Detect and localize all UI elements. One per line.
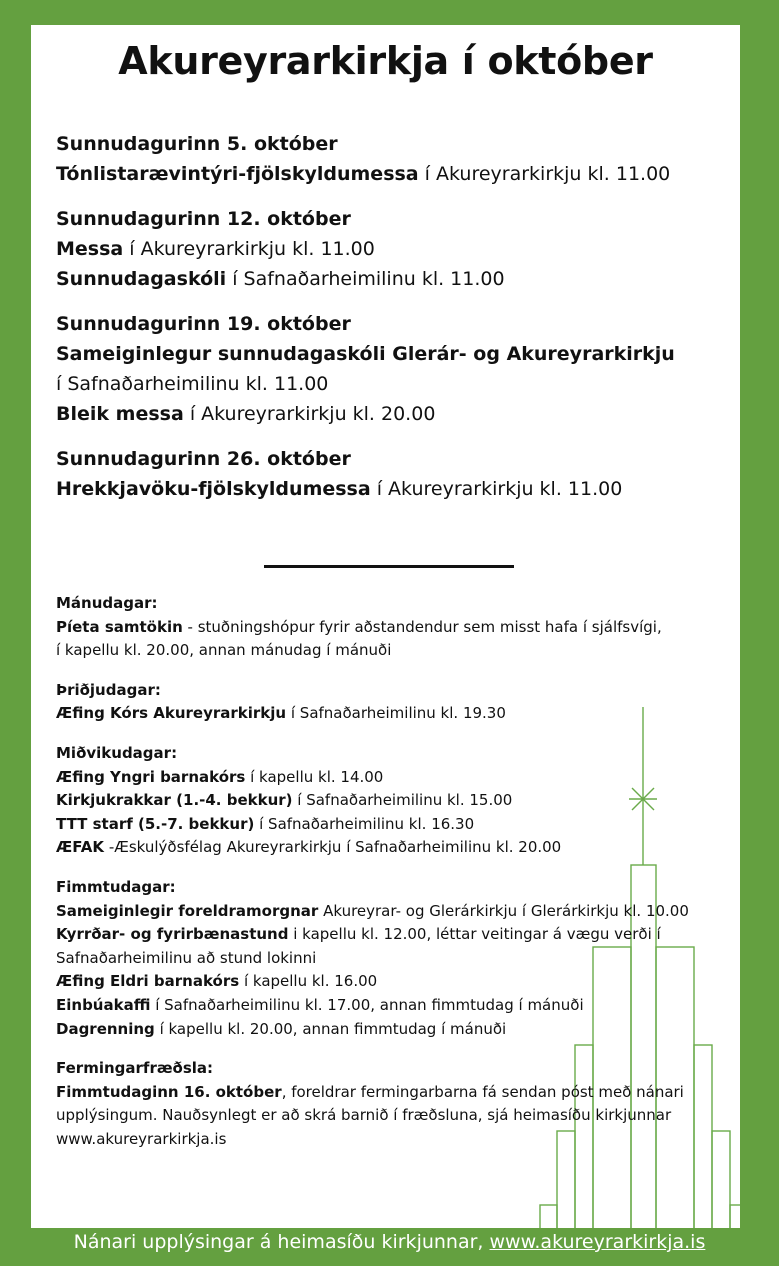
event-name: Sameiginlegur sunnudagaskóli Glerár- og Akureyrarkirkju bbox=[56, 343, 675, 365]
event-details: í Akureyrarkirkju kl. 11.00 bbox=[370, 478, 623, 500]
page-title: Akureyrarkirkja í október bbox=[118, 39, 653, 83]
weekday-heading: Fermingarfræðsla: bbox=[56, 1059, 214, 1078]
divider bbox=[264, 565, 514, 568]
schedule-line bbox=[56, 813, 726, 837]
activity-details: Akureyrar- og Glerárkirkju í Glerárkirkju kl. 10.00 bbox=[318, 901, 689, 920]
weekly-schedule bbox=[56, 592, 726, 1167]
event-details: í Akureyrarkirkju kl. 11.00 bbox=[123, 238, 375, 260]
activity-details: í Safnaðarheimilinu kl. 15.00 bbox=[292, 791, 513, 810]
weekday-section bbox=[56, 742, 726, 860]
sunday-block bbox=[56, 204, 726, 294]
activity-details: www.akureyrarkirkja.is bbox=[56, 1129, 227, 1148]
weekday-section bbox=[56, 876, 726, 1041]
schedule-line bbox=[56, 789, 726, 813]
schedule-line bbox=[56, 1018, 726, 1042]
weekday-heading: Mánudagar: bbox=[56, 594, 158, 612]
sunday-block bbox=[56, 309, 726, 429]
event-line bbox=[56, 339, 726, 369]
activity-details: - stuðningshópur fyrir aðstandendur sem misst hafa í sjálfsvígi, bbox=[182, 617, 662, 636]
activity-details: í kapellu kl. 14.00 bbox=[245, 767, 384, 786]
schedule-line bbox=[56, 970, 726, 994]
weekday-section bbox=[56, 679, 726, 726]
sunday-date: Sunnudagurinn 12. október bbox=[56, 208, 351, 230]
activity-name: ÆFAK bbox=[56, 838, 105, 857]
schedule-line bbox=[56, 1128, 726, 1152]
schedule-line bbox=[56, 1104, 726, 1128]
sunday-block bbox=[56, 129, 726, 189]
activity-name: Píeta samtökin bbox=[56, 617, 183, 636]
event-details: í Safnaðarheimilinu kl. 11.00 bbox=[56, 373, 329, 395]
footer bbox=[0, 1228, 779, 1256]
activity-name: Kyrrðar- og fyrirbænastund bbox=[56, 925, 289, 944]
activity-details: í Safnaðarheimilinu kl. 17.00, annan fimmtudag í mánuði bbox=[150, 995, 584, 1014]
event-details: í Akureyrarkirkju kl. 20.00 bbox=[183, 403, 436, 425]
schedule-line bbox=[56, 639, 726, 663]
activity-name: Fimmtudaginn 16. október bbox=[56, 1082, 282, 1101]
event-line bbox=[56, 474, 726, 504]
weekday-heading: Miðvikudagar: bbox=[56, 743, 178, 762]
activity-details: í kapellu kl. 20.00, annan mánudag í mánuði bbox=[56, 641, 392, 660]
activity-details: , foreldrar fermingarbarna fá sendan póst með nánari bbox=[281, 1082, 684, 1101]
sunday-date: Sunnudagurinn 19. október bbox=[56, 313, 351, 335]
event-name: Bleik messa bbox=[56, 403, 184, 425]
event-details: í Akureyrarkirkju kl. 11.00 bbox=[418, 163, 671, 185]
weekday-heading: Fimmtudagar: bbox=[56, 877, 176, 896]
schedule-line bbox=[56, 766, 726, 790]
activity-name: TTT starf (5.-7. bekkur) bbox=[56, 814, 255, 833]
sunday-date: Sunnudagurinn 5. október bbox=[56, 133, 338, 155]
website-link[interactable]: www.akureyrarkirkja.is bbox=[489, 1231, 706, 1253]
activity-details: Safnaðarheimilinu að stund lokinni bbox=[56, 948, 317, 967]
footer-text: Nánari upplýsingar á heimasíðu kirkjunnar, bbox=[73, 1231, 490, 1253]
schedule-line bbox=[56, 1081, 726, 1105]
schedule-line bbox=[56, 900, 726, 924]
schedule-line bbox=[56, 616, 726, 640]
sunday-date: Sunnudagurinn 26. október bbox=[56, 448, 351, 470]
sunday-block bbox=[56, 444, 726, 504]
activity-details: í Safnaðarheimilinu kl. 16.30 bbox=[254, 814, 475, 833]
sunday-events bbox=[56, 129, 726, 519]
event-name: Messa bbox=[56, 238, 124, 260]
activity-name: Sameiginlegir foreldramorgnar bbox=[56, 901, 319, 920]
weekday-section bbox=[56, 1057, 726, 1151]
event-name: Tónlistarævintýri-fjölskyldumessa bbox=[56, 163, 419, 185]
activity-details: i kapellu kl. 12.00, léttar veitingar á vægu verði í bbox=[288, 925, 661, 944]
weekday-section bbox=[56, 592, 726, 663]
activity-name: Æfing Kórs Akureyrarkirkju bbox=[56, 704, 287, 723]
activity-details: upplýsingum. Nauðsynlegt er að skrá barnið í fræðsluna, sjá heimasíðu kirkjunnar bbox=[56, 1106, 672, 1125]
activity-name: Kirkjukrakkar (1.-4. bekkur) bbox=[56, 791, 293, 810]
event-name: Sunnudagaskóli bbox=[56, 268, 227, 290]
poster-card bbox=[31, 25, 740, 1228]
event-line bbox=[56, 399, 726, 429]
activity-details: í kapellu kl. 20.00, annan fimmtudag í mánuði bbox=[154, 1019, 507, 1038]
activity-name: Dagrenning bbox=[56, 1019, 155, 1038]
schedule-line bbox=[56, 994, 726, 1018]
event-line bbox=[56, 264, 726, 294]
schedule-line bbox=[56, 923, 726, 947]
event-line bbox=[56, 159, 726, 189]
event-line bbox=[56, 369, 726, 399]
event-details: í Safnaðarheimilinu kl. 11.00 bbox=[226, 268, 505, 290]
schedule-line bbox=[56, 702, 726, 726]
schedule-line bbox=[56, 947, 726, 971]
activity-details: -Æskulýðsfélag Akureyrarkirkju í Safnaðarheimilinu kl. 20.00 bbox=[104, 838, 562, 857]
schedule-line bbox=[56, 836, 726, 860]
event-line bbox=[56, 234, 726, 264]
activity-name: Æfing Yngri barnakórs bbox=[56, 767, 246, 786]
event-name: Hrekkjavöku-fjölskyldumessa bbox=[56, 478, 371, 500]
activity-details: í Safnaðarheimilinu kl. 19.30 bbox=[286, 704, 506, 723]
activity-name: Æfing Eldri barnakórs bbox=[56, 972, 240, 991]
activity-details: í kapellu kl. 16.00 bbox=[239, 972, 378, 991]
activity-name: Einbúakaffi bbox=[56, 995, 151, 1014]
weekday-heading: Þriðjudagar: bbox=[56, 680, 161, 699]
